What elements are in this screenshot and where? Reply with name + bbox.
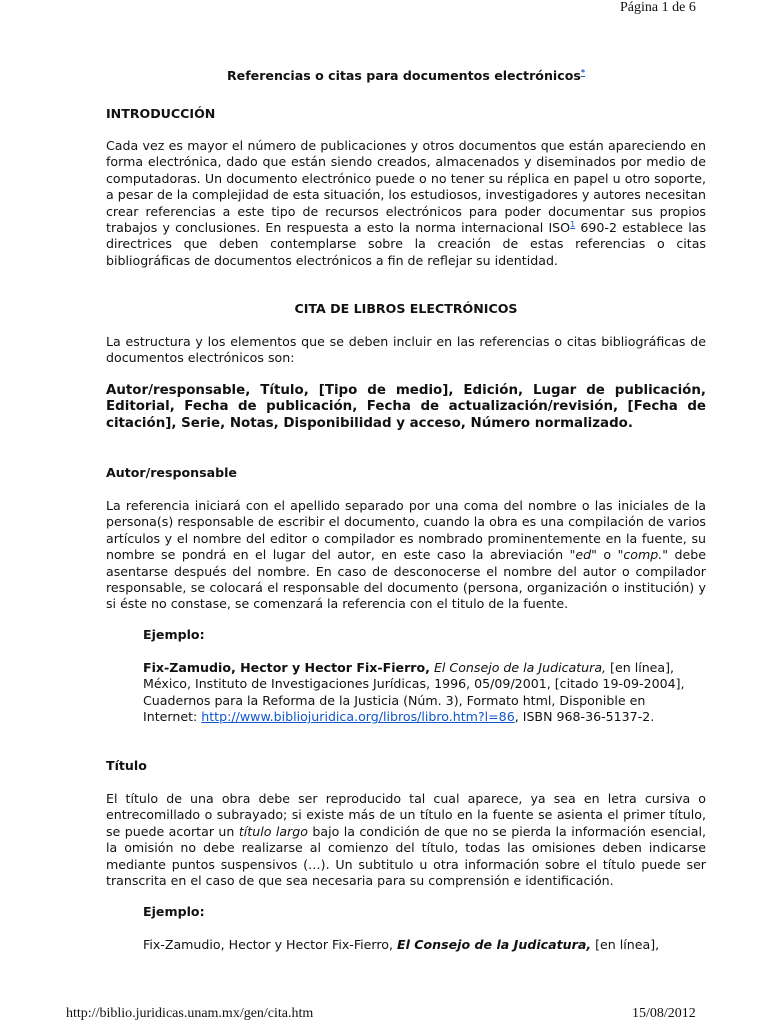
example-1-label: Ejemplo: xyxy=(143,627,205,642)
example-2-authors: Fix-Zamudio, Hector y Hector Fix-Fierro, xyxy=(143,937,397,952)
footer-date: 15/08/2012 xyxy=(632,1006,696,1021)
example-1-rest: [en línea], México, Instituto de Investigaciones Jurídicas, 1996, 05/09/2001, [citado 19-09-2004], Cuadernos para la Reforma de la Justicia (Núm. 3), Formato html, Disponible en Internet: xyxy=(143,660,685,725)
abbr-comp: comp. xyxy=(623,547,663,563)
author-heading: Autor/responsable xyxy=(106,465,237,480)
title-text-b: bajo la condición de que no se pierda la información esencial, la omisión no debe realizarse al comienzo del título, todas las omisiones deben indicarse mediante puntos suspensivos (…). Un subtitulo u otra información sobre el título puede ser transcrita en el caso de que sea necesaria para su comprensión e identificación. xyxy=(106,823,706,889)
title-text-a: El título de una obra debe ser reproducido tal cual aparece, ya sea en letra cursiva o entrecomillado o subrayado; si existe más de un título en la fuente se asienta el primer título, se puede acortar un xyxy=(106,791,706,839)
example-2-rest: [en línea], xyxy=(591,937,660,952)
iso-footnote-link[interactable]: 1 xyxy=(570,219,576,229)
example-2-citation xyxy=(143,937,703,953)
page-number: Página 1 de 6 xyxy=(620,0,696,15)
title-heading: Título xyxy=(106,758,147,773)
title-paragraph xyxy=(106,791,706,889)
intro-text-b: 690-2 establece las directrices que deben contemplarse sobre la creación de estas referencias o citas bibliográficas de documentos electrónicos a fin de reflejar su identidad. xyxy=(106,220,706,268)
title-footnote-link[interactable]: * xyxy=(580,67,586,77)
structure-intro: La estructura y los elementos que se deben incluir en las referencias o citas bibliográficas de documentos electrónicos son: xyxy=(106,334,706,366)
example-1-authors: Fix-Zamudio, Hector y Hector Fix-Fierro, xyxy=(143,660,430,675)
intro-heading: INTRODUCCIÓN xyxy=(106,106,216,121)
example-1-work: El Consejo de la Judicatura, xyxy=(433,660,607,675)
author-text-c: " debe asentarse después del nombre. En caso de desconocerse el nombre del autor o compilador responsable, se colocará el responsable del documento (persona, organización o institución) y si éste no constase, se comenzará la referencia con el titulo de la fuente. xyxy=(106,547,707,612)
footer-url: http://biblio.juridicas.unam.mx/gen/cita.htm xyxy=(66,1006,314,1021)
document-title-text: Referencias o citas para documentos electrónicos xyxy=(226,68,581,83)
author-text-b: " o " xyxy=(591,547,624,563)
author-paragraph xyxy=(106,498,706,613)
document-title xyxy=(106,68,706,84)
author-text-a: La referencia iniciará con el apellido separado por una coma del nombre o las iniciales de la persona(s) responsable de escribir el documento, cuando la obra es una compilación de varios artículos y el nombre del editor o compilador es nombrado prominentemente en la fuente, su nombre se pondrá en el lugar del autor, en este caso la abreviación " xyxy=(106,498,706,563)
title-text-long: título largo xyxy=(238,823,308,839)
abbr-ed: ed xyxy=(575,547,592,563)
example-1-isbn: , ISBN 968-36-5137-2. xyxy=(514,709,655,725)
intro-paragraph xyxy=(106,138,706,269)
example-2-label: Ejemplo: xyxy=(143,904,205,919)
elements-list: Autor/responsable, Título, [Tipo de medio], Edición, Lugar de publicación, Editorial, Fecha de publicación, Fecha de actualización/revisión, [Fecha de citación], Serie, Notas, Disponibilidad y acceso, Número normalizado. xyxy=(106,383,706,431)
section-heading: CITA DE LIBROS ELECTRÓNICOS xyxy=(294,301,518,316)
intro-text-a: Cada vez es mayor el número de publicaciones y otros documentos que están apareciendo en forma electrónica, dado que están siendo creados, almacenados y diseminados por medio de computadoras. Un documento electrónico puede o no tener su réplica en papel u otro soporte, a pesar de la complejidad de esta situación, los estudiosos, investigadores y autores necesitan crear referencias a este tipo de recursos electrónicos para poder documentar sus propios trabajos y conclusiones. En respuesta a esto la norma internacional ISO xyxy=(106,138,706,236)
example-2-work: El Consejo de la Judicatura, xyxy=(396,937,592,952)
example-1-link[interactable]: http://www.bibliojuridica.org/libros/libro.htm?l=86 xyxy=(201,709,515,725)
example-1-citation xyxy=(143,660,703,726)
